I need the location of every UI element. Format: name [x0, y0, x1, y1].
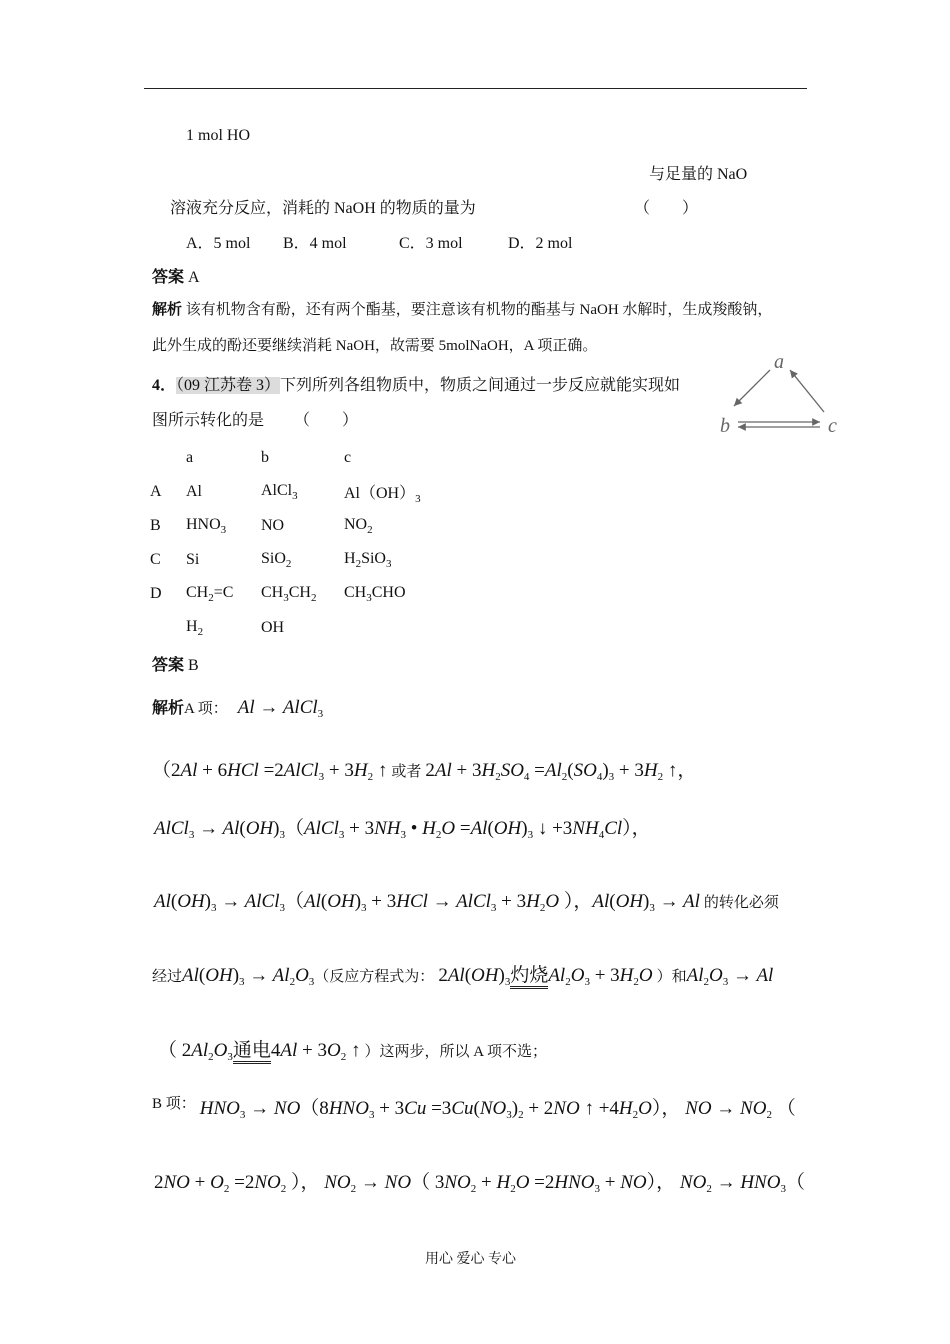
cell-b: NO: [261, 517, 285, 534]
fire-condition: 灼烧: [510, 965, 548, 989]
diagram-label-c: c: [828, 415, 837, 437]
and-text: ）和: [656, 969, 687, 985]
table-row: [150, 475, 421, 509]
analysis-label: 解析: [152, 700, 185, 717]
cell-b: AlCl$_3$: [261, 482, 298, 502]
q4-stem-line2: [152, 407, 358, 430]
table-row: [150, 509, 421, 543]
two-steps-text: ）这两步，所以 A 项不选；: [364, 1044, 548, 1060]
table-header-row: [150, 441, 421, 475]
q3-answer: [152, 264, 200, 287]
equation: （ $2Al_2O_3$通电$4Al + 3O_2$ ↑: [158, 1040, 361, 1063]
eq-intro-text: （反应方程式为：: [314, 969, 435, 985]
analysis-b-item: B 项：: [152, 1096, 196, 1112]
equation: $2Al(OH)_3$灼烧$Al_2O_3 + 3H_2O$: [438, 965, 653, 988]
cell-a: $H_2$: [186, 618, 204, 638]
equation-line-6: [152, 1092, 796, 1121]
equation-line-1: [152, 755, 696, 783]
q3-stem-line1: 1 mol HO: [186, 127, 250, 144]
diagram-label-b: b: [720, 415, 730, 437]
q3-option-d: D．2 mol: [508, 235, 573, 252]
cell-c: $CH_3CHO$: [344, 584, 406, 604]
cell-a: Al: [186, 483, 202, 500]
q4-stem-text: 下列所列各组物质中，物质之间通过一步反应就能实现如: [280, 377, 681, 394]
analysis-a-line: [152, 695, 323, 720]
header-a: a: [186, 449, 194, 466]
q3-stem-line2: 与足量的 NaO: [649, 166, 748, 183]
answer-label: 答案: [152, 269, 185, 286]
cell-a: $HNO_3$: [186, 516, 227, 536]
q3-analysis-line2: 此外生成的酚还要继续消耗 NaOH，故需要 5molNaOH，A 项正确。: [152, 338, 598, 354]
equation: $Al(OH)_3 \to Al_2O_3$: [182, 965, 315, 988]
row-label: A: [150, 483, 162, 500]
answer-label: 答案: [152, 657, 185, 674]
cell-c: $Al(OH)_3$: [344, 484, 421, 505]
row-label: D: [150, 585, 162, 602]
equation-line-7: [154, 1167, 805, 1195]
equation: $2Al + 3H_2SO_4 =Al_2(SO_4)_3 + 3H_2$ ↑，: [425, 760, 697, 783]
via-text: 经过: [152, 969, 183, 985]
equation-line-2: [154, 813, 651, 841]
analysis-text: 该有机物含有酚，还有两个酯基，要注意该有机物的酯基与 NaOH 水解时，生成羧酸钠，: [185, 302, 773, 318]
cell-a: $CH_2=C$: [186, 584, 234, 604]
cell-c: $H_2SiO_3$: [344, 550, 392, 570]
q3-stem-line3: 溶液充分反应，消耗的 NaOH 的物质的量为: [170, 200, 476, 217]
equation: $Al(OH)_3$ → $AlCl_3(Al(OH)_3 + 3HCl$ → AlCl$_3$ + $3H_2O$ ），$Al(OH)_3 \to Al$: [154, 891, 700, 914]
equation: AlCl$_3$ → $Al(OH)_3(AlCl_3 + 3NH_3$ • $H_2O =Al(OH)_3$ ↓ $+3NH_4Cl$），: [154, 818, 651, 841]
equation-line-5: [158, 1035, 547, 1063]
q4-number: 4．: [152, 377, 177, 394]
equation: Al → AlCl$_3$: [237, 697, 324, 720]
header-c: c: [344, 449, 352, 466]
page-footer: 用心 爱心 专心: [425, 1252, 516, 1267]
equation: （2Al + 6HCl =2AlCl$_3$ + $3H_2$ ↑: [152, 760, 388, 783]
arrow-a-to-b: [734, 370, 770, 406]
q3-option-b: B．4 mol: [283, 235, 347, 252]
q4-options-table: [150, 441, 421, 645]
q3-analysis-line1: [152, 298, 772, 319]
cell-b: OH: [261, 619, 285, 636]
answer-value: B: [188, 657, 199, 674]
equation: $Al_2O_3 \to Al$: [686, 965, 774, 988]
q3-option-a: A．5 mol: [186, 235, 251, 252]
q4-stem-line1: [152, 372, 680, 395]
conversion-triangle-diagram: [716, 348, 848, 440]
answer-value: A: [188, 269, 200, 286]
or-text: 或者: [391, 764, 422, 780]
cell-b: SiO$_2$: [261, 550, 292, 570]
row-label: B: [150, 517, 161, 534]
analysis-label: 解析: [152, 302, 183, 318]
table-row-continuation: [150, 611, 421, 645]
arrow-c-to-a: [790, 370, 824, 412]
q3-paren: （ ）: [634, 200, 699, 217]
q4-answer: [152, 652, 199, 675]
table-row: [150, 577, 421, 611]
equation-line-4: [152, 960, 773, 988]
header-b: b: [261, 449, 269, 466]
header-rule: [144, 88, 807, 89]
diagram-label-a: a: [774, 351, 784, 373]
equation-line-3: [154, 886, 779, 914]
table-row: [150, 543, 421, 577]
q3-option-c: C．3 mol: [399, 235, 463, 252]
conversion-text: 的转化必须: [703, 895, 779, 911]
equation: $HNO_3 \to NO(8HNO_3 + 3Cu =3Cu(NO_3)_2 + 2NO$ ↑ $+4H_2O$）， NO → $NO_2$ （: [199, 1098, 796, 1121]
electrolysis-condition: 通电: [233, 1040, 271, 1064]
row-label: C: [150, 551, 161, 568]
q4-stem-text2: 图所示转化的是: [152, 412, 265, 429]
q4-source: （09 江苏卷 3）: [176, 377, 281, 394]
analysis-a-item: A 项：: [184, 701, 228, 717]
cell-b: $CH_3CH_2$: [261, 584, 317, 604]
q4-paren: （ ）: [294, 412, 359, 429]
cell-c: $NO_2$: [344, 516, 373, 536]
cell-a: Si: [186, 551, 200, 568]
equation: $2NO + O_2 =2NO_2$ ）， $NO_2 \to NO$（ $3NO_2 + H_2O =2HNO_3 + NO$）， $NO_2 \to HNO_3$（: [154, 1172, 805, 1195]
